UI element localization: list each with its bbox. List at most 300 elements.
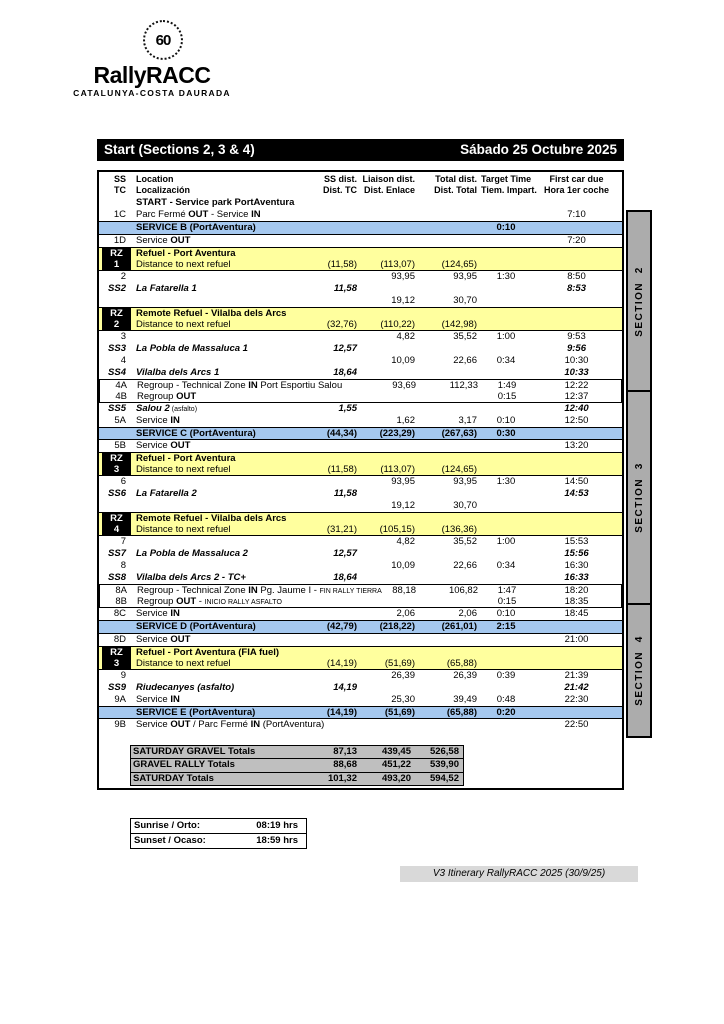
cell-loc: Regroup OUT [137,390,197,402]
cell-loc [133,536,309,548]
cell-loc: Service IN [136,693,180,705]
cell-to [419,719,481,731]
refuel-distance-row [99,464,622,476]
cell-to: 112,33 [449,379,478,391]
section-tab-label: SECTION 3 [633,462,645,533]
cell-due: 8:50 [567,270,586,282]
sun-time-value: 18:59 hrs [256,835,298,846]
cell-li: (51,69) [384,657,415,669]
cell-tg: 0:48 [496,693,516,705]
cell-due: 7:10 [567,209,586,220]
brand-name: RallyRACC [93,62,211,88]
itinerary-row [99,331,622,343]
sun-time-value: 08:19 hrs [256,820,298,831]
cell-to: 2,06 [458,608,477,619]
cell-tc [99,707,133,719]
cell-to: (124,65) [441,258,477,270]
cell-loc: Service OUT [136,633,191,645]
section-tab-label: SECTION 4 [633,635,645,706]
table-spacer [99,731,622,745]
refuel-zone-badge: RZ [102,647,131,659]
cell-ss [309,560,361,572]
cell-due [531,524,622,536]
cell-to [419,222,481,234]
cell-tg [481,197,531,209]
service-row [99,427,622,441]
cell-due: 12:37 [564,390,589,402]
cell-due [531,464,622,476]
totals-cell-ss: 88,68 [333,759,357,771]
section-tab-label: SECTION 2 [633,265,645,337]
cell-to: 26,39 [453,669,477,681]
cell-due: 18:45 [564,608,589,619]
cell-loc: Refuel - Port Aventura (FIA fuel) [136,646,280,658]
cell-tc [99,295,133,307]
cell-tg: 1:47 [497,585,517,596]
cell-due: 16:33 [564,572,589,583]
cell-ss [309,197,361,209]
stage-row [99,343,622,355]
cell-tc [99,621,133,633]
cell-li [361,572,419,584]
cell-loc [133,500,309,512]
cell-tg [481,319,531,331]
cell-due: 21:00 [564,633,589,645]
cell-tg: 1:30 [496,270,516,282]
stage-row [99,572,622,584]
refuel-zone-badge: RZ [102,308,131,320]
cell-tc: 3 [120,330,126,342]
cell-li [361,283,419,295]
cell-tg: 1:49 [497,379,517,391]
section-tab-2 [626,210,652,392]
cell-li: 10,09 [391,560,415,571]
col-header-total-es: Dist. Total [434,185,477,195]
cell-li: 1,62 [396,414,415,426]
refuel-title-row [99,247,622,259]
cell-tc: SS4 [108,366,126,378]
refuel-distance-row [99,524,622,536]
version-footer [400,866,638,882]
anniversary-badge-icon [143,20,183,60]
cell-to [419,209,481,221]
cell-ss: 1,55 [338,402,357,414]
cell-li [362,391,420,403]
itinerary-row [99,476,622,488]
totals-cell-to: 526,58 [429,746,459,757]
cell-loc: Vilalba dels Arcs 1 [136,366,220,378]
col-header-due-es: Hora 1er coche [543,185,610,195]
cell-to [419,235,481,247]
cell-tc: 5B [114,440,126,451]
col-header-due: First car due [549,174,604,184]
cell-ss [309,235,361,247]
cell-tc: 8 [120,560,126,571]
cell-tg [481,343,531,355]
cell-ss: 14,19 [333,681,357,693]
cell-tg [481,235,531,247]
cell-to: (261,01) [441,621,477,632]
refuel-zone-badge: 3 [102,464,131,476]
cell-due [531,500,622,512]
cell-due: 9:53 [567,330,586,342]
cell-li: 25,30 [391,693,415,705]
section-header-row [99,197,622,209]
cell-to: 106,82 [448,585,478,596]
cell-loc: Service OUT [136,234,191,246]
cell-loc: SERVICE C (PortAventura) [136,427,256,439]
cell-ss: (32,76) [326,318,357,330]
cell-li [361,548,419,560]
cell-tc [99,464,133,476]
cell-to: 35,52 [453,330,477,342]
cell-due: 22:50 [564,719,589,730]
cell-tc: 7 [120,536,126,547]
cell-ss: 12,57 [333,342,357,354]
totals-cell-to: 594,52 [429,772,459,784]
cell-li: (223,29) [379,427,415,439]
cell-li [361,488,419,500]
col-header-target-es: Tiem. Impart. [481,185,537,195]
cell-tg [481,682,531,694]
cell-ss [310,391,362,403]
itinerary-row [99,209,622,221]
cell-ss [309,500,361,512]
cell-ss: 12,57 [333,548,357,559]
cell-ss [309,355,361,367]
refuel-zone-badge: RZ [102,513,131,525]
cell-due: 10:33 [564,366,589,378]
cell-due: 18:35 [564,596,589,607]
cell-loc: Refuel - Port Aventura [136,453,236,464]
cell-li: 4,82 [396,536,415,547]
cell-tg [481,367,531,379]
cell-due: 12:50 [564,414,589,426]
cell-to: (142,98) [441,318,477,330]
cell-to: (136,36) [441,524,477,535]
cell-to: 22,66 [453,560,477,571]
cell-ss [309,271,361,283]
cell-tg: 0:30 [496,427,516,439]
refuel-title-row [99,307,622,319]
service-row [99,620,622,634]
cell-due: 12:40 [564,402,589,414]
title-bar-left: Start (Sections 2, 3 & 4) [104,142,255,157]
itinerary-row [99,440,622,452]
cell-tg [481,488,531,500]
totals-cell-li: 451,22 [381,759,411,771]
cell-tc: SS8 [108,572,126,583]
cell-tc: 8A [115,585,127,596]
refuel-zone-badge: 1 [102,259,131,271]
cell-ss [309,209,361,221]
totals-cell-label: GRAVEL RALLY Totals [133,759,235,771]
cell-due: 15:56 [564,548,589,559]
cell-loc: Distance to next refuel [136,524,231,535]
cell-tg [481,719,531,731]
cell-tg [481,524,531,536]
cell-tc: 1C [113,209,126,220]
refuel-distance-row [99,259,622,271]
cell-tc: SS2 [108,282,126,294]
cell-ss [309,476,361,488]
cell-due [531,197,622,209]
cell-tc: SS5 [108,402,126,414]
cell-due: 14:50 [564,476,589,487]
cell-to: 93,95 [453,476,477,487]
cell-due [531,319,622,331]
sun-time-label: Sunrise / Orto: [134,820,200,831]
cell-ss: (14,19) [326,657,357,669]
cell-loc: Distance to next refuel [136,258,231,270]
cell-tg [481,548,531,560]
cell-tc: 9 [120,669,126,681]
cell-to [419,548,481,560]
cell-tg: 1:00 [496,330,516,342]
totals-row [131,772,463,785]
cell-loc: Service OUT / Parc Fermé IN (PortAventura) [136,719,325,730]
cell-to: 3,17 [458,414,477,426]
cell-tc: 9A [114,693,126,705]
sun-time-row [131,833,306,848]
service-row [99,221,622,235]
cell-li [361,719,419,731]
refuel-zone-badge: 3 [102,658,131,670]
cell-loc: Refuel - Port Aventura [136,247,236,259]
cell-tg: 0:34 [496,560,516,571]
title-bar [97,139,624,161]
cell-tc: 9B [114,719,126,730]
cell-loc: Vilalba dels Arcs 2 - TC+ [136,572,246,583]
itinerary-row [99,391,622,403]
totals-cell-ss: 101,32 [327,772,357,784]
cell-li [361,440,419,452]
itinerary-row [99,596,622,608]
cell-tc [99,197,133,209]
cell-loc: Service OUT [136,440,191,451]
cell-loc: Riudecanyes (asfalto) [136,681,235,693]
itinerary-table [97,170,624,790]
stage-row [99,682,622,694]
itinerary-row [99,271,622,283]
title-bar-date: Sábado 25 Octubre 2025 [460,142,617,157]
cell-to [419,197,481,209]
cell-due: 13:20 [564,440,589,451]
cell-tc: SS3 [108,342,126,354]
cell-loc [133,560,309,572]
cell-ss [309,719,361,731]
col-header-liaison-es: Dist. Enlace [363,185,415,195]
cell-to: 35,52 [453,536,477,547]
stage-row [99,548,622,560]
cell-ss [309,536,361,548]
cell-due: 7:20 [567,234,586,246]
cell-ss: 18,64 [333,572,357,583]
itinerary-row [99,560,622,572]
cell-li [361,197,419,209]
cell-tg [481,283,531,295]
cell-ss: 11,58 [333,488,357,499]
totals-cell-li: 493,20 [381,772,411,784]
cell-ss: (42,79) [326,621,357,632]
cell-loc: Distance to next refuel [136,318,231,330]
cell-tg [481,259,531,271]
cell-due: 21:39 [564,669,589,681]
cell-tc: 5A [114,414,126,426]
cell-loc: SERVICE B (PortAventura) [136,222,256,233]
cell-due [531,658,622,670]
cell-li: (113,07) [380,258,415,270]
cell-tc [99,500,133,512]
cell-tc [99,658,133,670]
cell-ss: 11,58 [333,282,357,294]
cell-due [531,707,622,719]
cell-loc [133,331,309,343]
cell-loc [133,271,309,283]
cell-li: 4,82 [396,330,415,342]
cell-tg [481,440,531,452]
cell-tg: 1:30 [496,476,516,487]
cell-li: (110,22) [380,318,415,330]
cell-loc: Distance to next refuel [136,657,231,669]
cell-ss [309,222,361,234]
cell-to [419,343,481,355]
stage-row [99,403,622,415]
cell-tg [481,634,531,646]
cell-li [361,634,419,646]
cell-ss [309,634,361,646]
col-header-ss-dist-es: Dist. TC [322,185,357,195]
cell-li: 2,06 [396,608,415,619]
cell-tg: 0:20 [496,706,516,718]
refuel-title-row [99,512,622,524]
cell-due: 16:30 [564,560,589,571]
badge-number: 60 [155,31,171,49]
col-header-location: Location [136,174,174,184]
cell-tc: 4 [120,354,126,366]
sun-time-row [131,819,306,833]
cell-li: (51,69) [384,706,415,718]
cell-to: (267,63) [441,427,477,439]
cell-li: 26,39 [391,669,415,681]
cell-tc: 8D [113,633,126,645]
itinerary-row [99,584,622,596]
cell-tc [99,524,133,536]
refuel-title-row [99,452,622,464]
cell-to: 30,70 [453,294,477,306]
cell-ss: (11,58) [327,258,357,270]
cell-loc: La Fatarella 1 [136,282,197,294]
cell-to: (65,88) [446,657,477,669]
event-logo [72,20,232,98]
itinerary-row [99,608,622,620]
cell-ss: (11,58) [327,464,357,475]
cell-li [361,343,419,355]
totals-cell-ss: 87,13 [333,746,357,757]
cell-tc: SS6 [108,488,126,499]
totals-cell-li: 439,45 [381,746,411,757]
cell-to [420,391,482,403]
cell-li: (113,07) [380,464,415,475]
cell-tc: 2 [120,270,126,282]
cell-tg: 0:39 [496,669,516,681]
cell-due: 15:53 [564,536,589,547]
cell-due: 22:30 [564,693,589,705]
cell-ss: (31,21) [326,524,357,535]
cell-tg: 1:00 [496,536,516,547]
col-header-liaison: Liaison dist. [362,174,415,184]
cell-loc: Service IN [136,608,180,619]
cell-ss: (14,19) [326,706,357,718]
cell-loc: Remote Refuel - Vilalba dels Arcs [136,513,287,524]
cell-tg: 0:34 [496,354,516,366]
cell-tg: 0:10 [496,608,516,619]
itinerary-row [99,355,622,367]
cell-li: 93,95 [391,270,415,282]
cell-li: 93,95 [391,476,415,487]
cell-ss [309,440,361,452]
cell-tg [481,658,531,670]
itinerary-document [97,139,624,790]
cell-ss [309,694,361,706]
refuel-zone-badge: 4 [102,524,131,536]
itinerary-row [99,295,622,307]
cell-tc: 4B [115,390,127,402]
cell-loc: START - Service park PortAventura [136,197,295,208]
section-tab-4 [626,603,652,738]
itinerary-row [99,670,622,682]
cell-loc: Salou 2 (asfalto) [136,402,198,414]
cell-to: 93,95 [453,270,477,282]
cell-due [531,621,622,633]
cell-ss [309,608,361,620]
cell-loc: Distance to next refuel [136,464,231,475]
cell-to [419,367,481,379]
cell-due [531,428,622,440]
cell-to: 22,66 [453,354,477,366]
cell-to: 39,49 [453,693,477,705]
cell-ss [309,670,361,682]
itinerary-row [99,500,622,512]
cell-ss [309,415,361,427]
service-row [99,706,622,720]
cell-to [419,634,481,646]
stage-row [99,367,622,379]
refuel-distance-row [99,319,622,331]
col-header-target: Target Time [481,174,532,184]
col-header-code-es: TC [114,185,126,195]
cell-tc: 4A [115,379,127,391]
cell-to: (65,88) [446,706,477,718]
cell-li [361,222,419,234]
cell-due: 8:53 [566,282,586,294]
cell-tc: 6 [120,476,126,487]
section-tabs [626,210,652,738]
cell-ss [309,295,361,307]
cell-to [419,488,481,500]
cell-li: (218,22) [379,621,415,632]
itinerary-row [99,694,622,706]
cell-loc: Remote Refuel - Vilalba dels Arcs [136,307,287,319]
cell-tc: SS9 [108,681,126,693]
stage-row [99,488,622,500]
cell-tc [99,222,133,234]
cell-tc: SS7 [108,548,126,559]
cell-loc: Regroup - Technical Zone IN Port Esportiu Salou [137,379,343,391]
version-footer-text: V3 Itinerary RallyRACC 2025 (30/9/25) [432,868,606,879]
cell-loc: Parc Fermé OUT - Service IN [136,209,261,220]
col-header-total: Total dist. [435,174,477,184]
